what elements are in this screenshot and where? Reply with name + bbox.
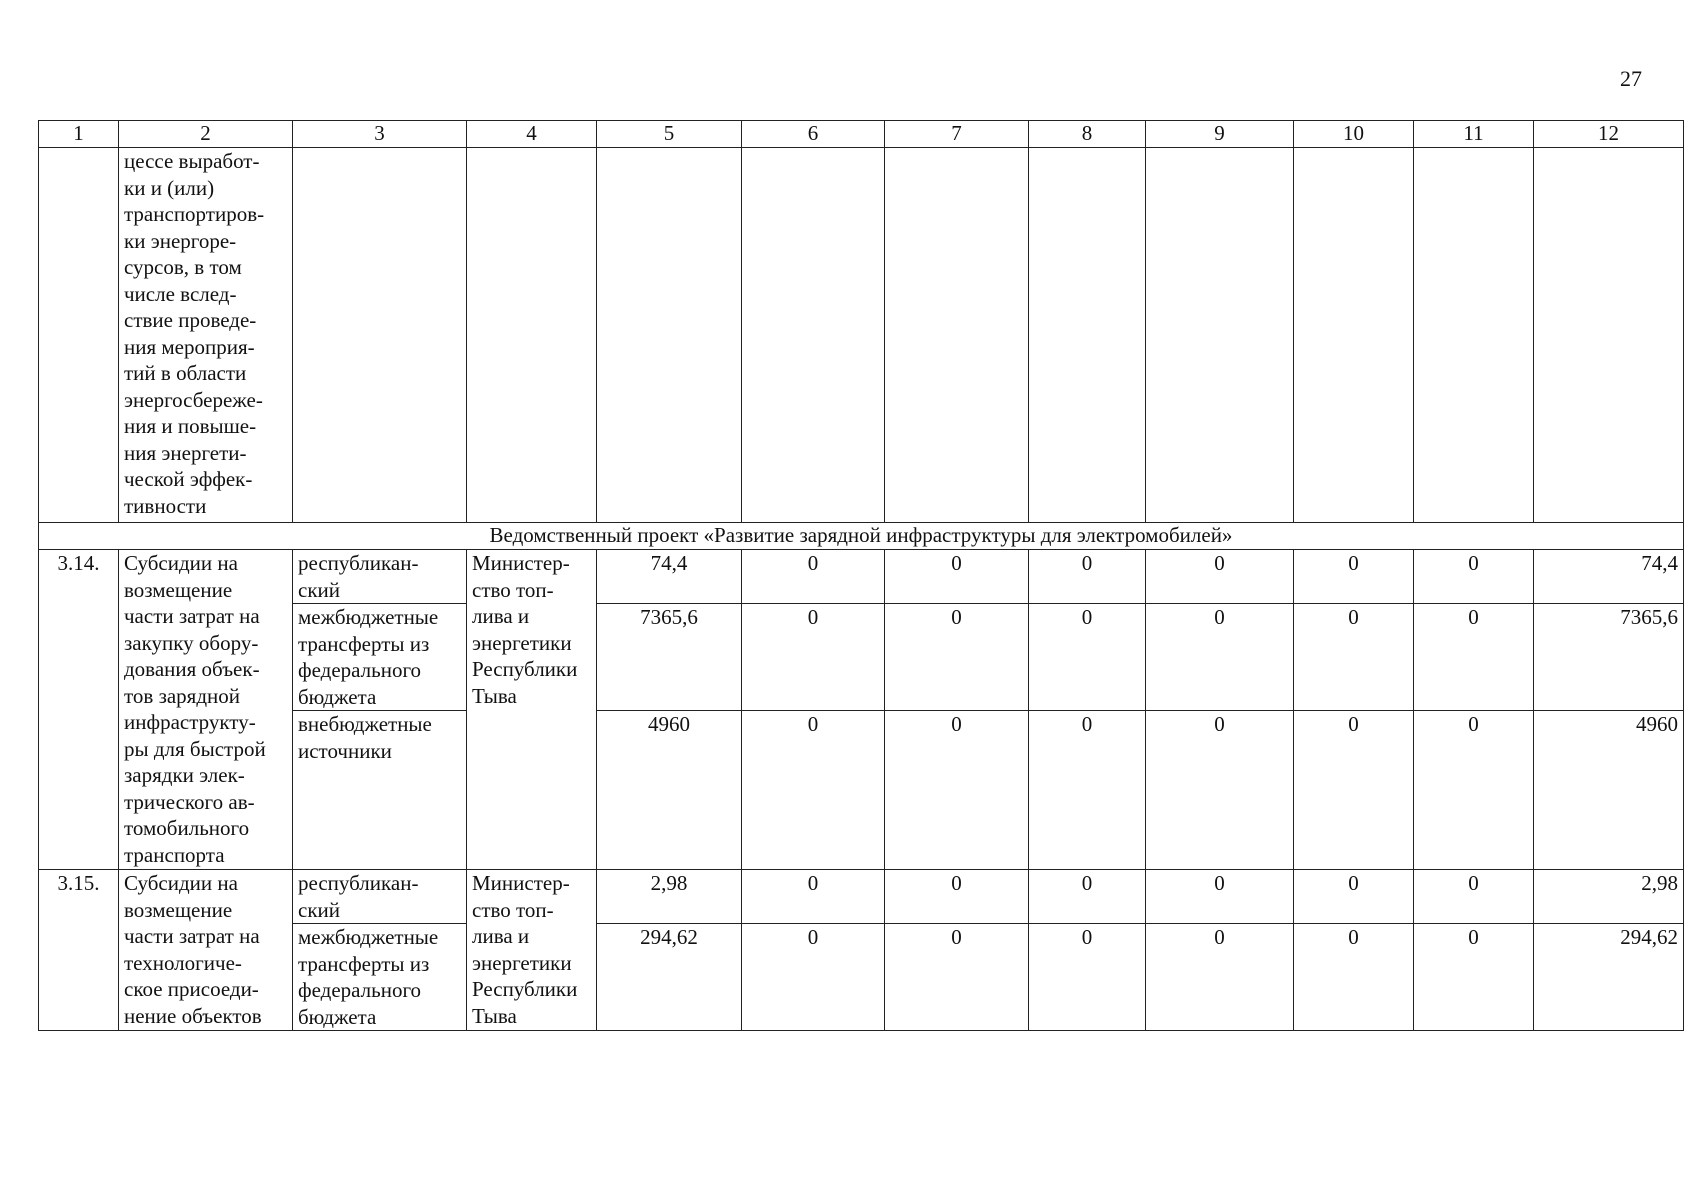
value-cell: 0 <box>885 870 1029 924</box>
section-row <box>39 523 1684 550</box>
total-cell: 7365,6 <box>1534 604 1684 711</box>
col-header: 11 <box>1414 121 1534 148</box>
value-cell: 0 <box>742 711 885 870</box>
value-cell: 0 <box>885 604 1029 711</box>
funding-source: республикан- ский <box>293 870 467 924</box>
cell-empty <box>293 148 467 523</box>
page-number: 27 <box>1620 66 1642 91</box>
cell-empty <box>467 148 597 523</box>
value-cell: 0 <box>1294 550 1414 604</box>
value-cell: 0 <box>1029 550 1146 604</box>
value-cell: 0 <box>1294 924 1414 1031</box>
value-cell: 0 <box>885 924 1029 1031</box>
value-cell: 294,62 <box>597 924 742 1031</box>
value-cell: 0 <box>1414 870 1534 924</box>
value-cell: 0 <box>1294 604 1414 711</box>
continuation-row <box>39 148 1684 523</box>
funding-source: межбюджетные трансферты из федерального бюджета <box>293 604 467 711</box>
cell-empty <box>1029 148 1146 523</box>
value-cell: 0 <box>1414 604 1534 711</box>
value-cell: 0 <box>1414 924 1534 1031</box>
cell-empty <box>1414 148 1534 523</box>
value-cell: 4960 <box>597 711 742 870</box>
value-cell: 7365,6 <box>597 604 742 711</box>
col-header: 7 <box>885 121 1029 148</box>
value-cell: 0 <box>1146 924 1294 1031</box>
col-header: 4 <box>467 121 597 148</box>
col-header: 3 <box>293 121 467 148</box>
col-header: 1 <box>39 121 119 148</box>
value-cell: 0 <box>1029 870 1146 924</box>
col-header: 9 <box>1146 121 1294 148</box>
value-cell: 0 <box>742 924 885 1031</box>
cell-empty <box>39 148 119 523</box>
total-cell: 4960 <box>1534 711 1684 870</box>
value-cell: 0 <box>742 604 885 711</box>
section-title: Ведомственный проект «Развитие зарядной инфраструктуры для электромобилей» <box>39 523 1684 550</box>
value-cell: 0 <box>742 870 885 924</box>
value-cell: 0 <box>1294 711 1414 870</box>
measure-name: Субсидии на возмещение части затрат на закупку обору- дования объек- тов зарядной инфраструкту- ры для быстрой зарядки элек- трического ав- томобильного транспорта <box>119 550 293 870</box>
cell-empty <box>742 148 885 523</box>
value-cell: 0 <box>1146 604 1294 711</box>
table-row <box>39 550 1684 604</box>
col-header: 8 <box>1029 121 1146 148</box>
value-cell: 0 <box>1414 711 1534 870</box>
funding-source: республикан- ский <box>293 550 467 604</box>
value-cell: 0 <box>885 550 1029 604</box>
col-header: 5 <box>597 121 742 148</box>
cell-empty <box>885 148 1029 523</box>
measure-name: Субсидии на возмещение части затрат на технологиче- ское присоеди- нение объектов <box>119 870 293 1031</box>
total-cell: 74,4 <box>1534 550 1684 604</box>
row-number: 3.15. <box>39 870 119 1031</box>
value-cell: 0 <box>1146 711 1294 870</box>
col-header: 6 <box>742 121 885 148</box>
cell-empty <box>1146 148 1294 523</box>
column-number-row <box>39 121 1684 148</box>
value-cell: 0 <box>1029 604 1146 711</box>
executor: Министер- ство топ- лива и энергетики Республики Тыва <box>467 550 597 870</box>
value-cell: 0 <box>1146 870 1294 924</box>
value-cell: 0 <box>1029 711 1146 870</box>
cell-empty <box>1294 148 1414 523</box>
budget-table <box>38 120 1684 1031</box>
value-cell: 0 <box>885 711 1029 870</box>
value-cell: 74,4 <box>597 550 742 604</box>
funding-source: внебюджетные источники <box>293 711 467 870</box>
executor: Министер- ство топ- лива и энергетики Республики Тыва <box>467 870 597 1031</box>
total-cell: 2,98 <box>1534 870 1684 924</box>
row-number: 3.14. <box>39 550 119 870</box>
value-cell: 0 <box>1029 924 1146 1031</box>
value-cell: 0 <box>742 550 885 604</box>
value-cell: 2,98 <box>597 870 742 924</box>
table-row <box>39 870 1684 924</box>
value-cell: 0 <box>1414 550 1534 604</box>
total-cell: 294,62 <box>1534 924 1684 1031</box>
value-cell: 0 <box>1294 870 1414 924</box>
value-cell: 0 <box>1146 550 1294 604</box>
col-header: 2 <box>119 121 293 148</box>
col-header: 12 <box>1534 121 1684 148</box>
cell-empty <box>597 148 742 523</box>
funding-source: межбюджетные трансферты из федерального бюджета <box>293 924 467 1031</box>
continuation-text: цессе выработ- ки и (или) транспортиров- ки энергоре- сурсов, в том числе вслед- ствие проведе- ния мероприя- тий в области энергосбереже- ния и повыше- ния энергети- ческой эффек- тивности <box>119 148 293 523</box>
col-header: 10 <box>1294 121 1414 148</box>
cell-empty <box>1534 148 1684 523</box>
